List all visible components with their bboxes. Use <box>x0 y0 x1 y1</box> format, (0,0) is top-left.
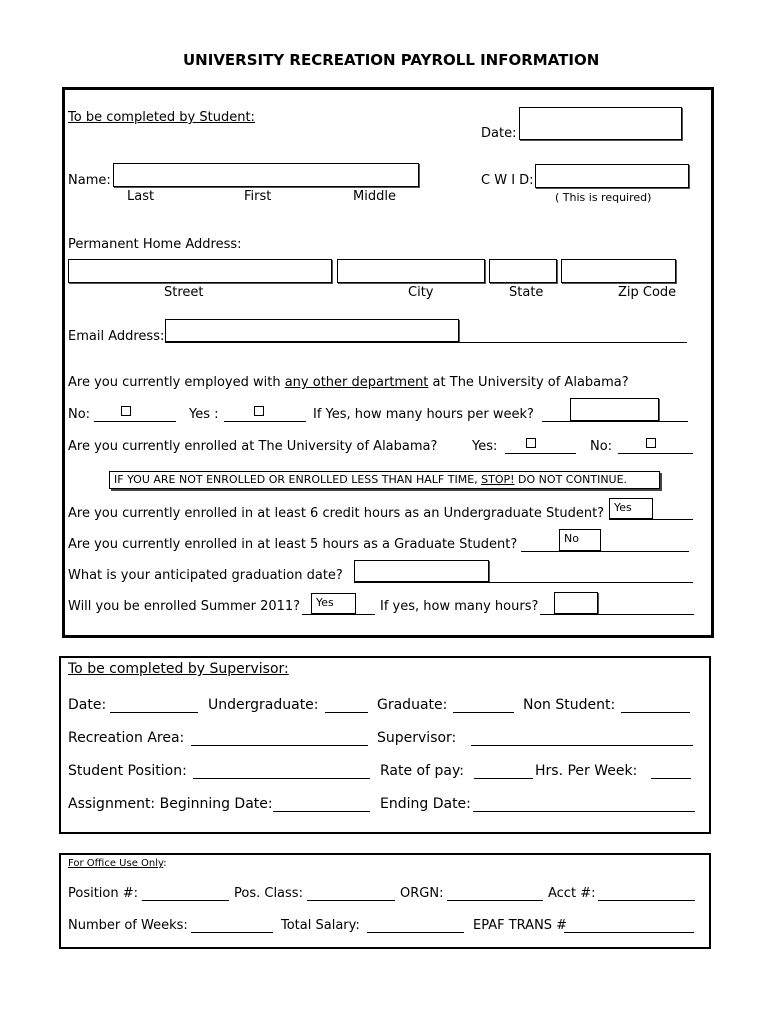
state-caption: State <box>509 285 544 300</box>
employed-question <box>68 375 629 390</box>
employed-yes-checkbox[interactable] <box>254 406 264 416</box>
sup-supervisor-label: Supervisor: <box>377 730 457 746</box>
sup-rec-area-label: Recreation Area: <box>68 730 185 746</box>
state-field[interactable] <box>489 259 557 283</box>
sup-rate-line <box>474 778 533 779</box>
enrolled-no-checkbox[interactable] <box>646 438 656 448</box>
sup-undergrad-label: Undergraduate: <box>208 697 319 713</box>
sup-supervisor-line <box>471 745 693 746</box>
undergrad-field[interactable]: Yes <box>609 498 653 519</box>
office-orgn-line <box>447 900 543 901</box>
sup-grad-line <box>453 712 514 713</box>
enrollment-warning-banner <box>109 471 660 489</box>
zip-field[interactable] <box>561 259 676 283</box>
warning-text: IF YOU ARE NOT ENROLLED OR ENROLLED LESS THAN HALF TIME, <box>114 473 482 486</box>
office-orgn-label: ORGN: <box>400 886 444 901</box>
sup-hrs-line <box>651 778 691 779</box>
office-heading-text: For Office Use Only <box>68 858 164 869</box>
employed-yes-label: Yes : <box>189 407 219 422</box>
zip-caption: Zip Code <box>618 285 677 300</box>
email-underline <box>165 342 687 343</box>
cwid-field[interactable] <box>535 164 689 188</box>
enrolled-question: Are you currently enrolled at The University of Alabama? <box>68 439 438 454</box>
office-acct-line <box>598 900 695 901</box>
enrolled-yes-checkbox[interactable] <box>526 438 536 448</box>
office-heading-colon: : <box>163 858 167 869</box>
name-first-caption: First <box>244 189 272 204</box>
city-caption: City <box>408 285 434 300</box>
undergrad-question: Are you currently enrolled in at least 6 credit hours as an Undergraduate Student? <box>68 506 605 521</box>
employed-no-checkbox[interactable] <box>121 406 131 416</box>
student-section-heading: To be completed by Student: <box>68 110 255 125</box>
sup-end-label: Ending Date: <box>380 796 471 812</box>
email-label: Email Address: <box>68 329 165 344</box>
undergrad-underline <box>609 519 693 520</box>
employed-question-pre: Are you currently employed with <box>68 375 285 390</box>
office-position-line <box>142 900 229 901</box>
date-label: Date: <box>481 126 517 141</box>
employed-question-post: at The University of Alabama? <box>428 375 629 390</box>
email-field[interactable] <box>165 319 459 342</box>
grad-field[interactable]: No <box>559 529 601 551</box>
employed-no-line <box>94 421 176 422</box>
office-weeks-label: Number of Weeks: <box>68 918 188 933</box>
name-middle-caption: Middle <box>353 189 396 204</box>
office-class-line <box>307 900 395 901</box>
sup-begin-label: Assignment: Beginning Date: <box>68 796 273 812</box>
sup-nonstudent-label: Non Student: <box>523 697 616 713</box>
warning-stop: STOP! <box>481 473 515 486</box>
sup-rate-label: Rate of pay: <box>380 763 464 779</box>
sup-rec-area-line <box>191 745 368 746</box>
office-salary-label: Total Salary: <box>281 918 360 933</box>
sup-date-line <box>110 712 198 713</box>
office-weeks-line <box>191 932 273 933</box>
name-label: Name: <box>68 173 111 188</box>
hours-field[interactable] <box>570 398 659 421</box>
warning-text-end: DO NOT CONTINUE. <box>514 473 628 486</box>
hours-question: If Yes, how many hours per week? <box>313 407 534 422</box>
page-title: UNIVERSITY RECREATION PAYROLL INFORMATION <box>183 51 600 69</box>
hours-underline <box>542 421 688 422</box>
employed-yes-line <box>224 421 306 422</box>
sup-nonstudent-line <box>621 712 690 713</box>
sup-begin-line <box>273 811 370 812</box>
summer-hours-field[interactable] <box>554 592 598 614</box>
office-position-label: Position #: <box>68 886 139 901</box>
street-field[interactable] <box>68 259 332 283</box>
office-epaf-line <box>564 932 694 933</box>
summer-underline <box>302 614 375 615</box>
summer-hours-question: If yes, how many hours? <box>380 599 539 614</box>
office-epaf-label: EPAF TRANS # <box>473 918 568 933</box>
employed-question-underlined: any other department <box>284 375 429 390</box>
grad-question: Are you currently enrolled in at least 5 hours as a Graduate Student? <box>68 537 518 552</box>
employed-no-label: No: <box>68 407 91 422</box>
date-field[interactable] <box>519 107 682 140</box>
address-label: Permanent Home Address: <box>68 237 242 252</box>
office-acct-label: Acct #: <box>548 886 596 901</box>
sup-position-line <box>193 778 370 779</box>
enrolled-yes-line <box>505 453 576 454</box>
summer-question: Will you be enrolled Summer 2011? <box>68 599 301 614</box>
name-last-caption: Last <box>127 189 155 204</box>
graduation-date-question: What is your anticipated graduation date? <box>68 568 343 583</box>
grad-underline <box>521 551 689 552</box>
enrolled-no-line <box>618 453 693 454</box>
enrolled-yes-label: Yes: <box>472 439 498 454</box>
office-salary-line <box>367 932 464 933</box>
office-section-heading <box>68 858 167 869</box>
sup-date-label: Date: <box>68 697 107 713</box>
summer-hours-underline <box>540 614 694 615</box>
sup-end-line <box>473 811 695 812</box>
cwid-label: C W I D: <box>481 173 534 188</box>
summer-field[interactable]: Yes <box>311 593 356 614</box>
cwid-required-note: ( This is required) <box>555 191 652 204</box>
graduation-date-field[interactable] <box>354 560 489 582</box>
office-class-label: Pos. Class: <box>234 886 303 901</box>
sup-hrs-label: Hrs. Per Week: <box>535 763 638 779</box>
graduation-date-underline <box>354 582 693 583</box>
sup-grad-label: Graduate: <box>377 697 448 713</box>
sup-position-label: Student Position: <box>68 763 187 779</box>
supervisor-section-heading: To be completed by Supervisor: <box>68 661 289 677</box>
street-caption: Street <box>164 285 204 300</box>
name-field[interactable] <box>113 163 419 187</box>
sup-undergrad-line <box>325 712 368 713</box>
enrolled-no-label: No: <box>590 439 613 454</box>
city-field[interactable] <box>337 259 485 283</box>
